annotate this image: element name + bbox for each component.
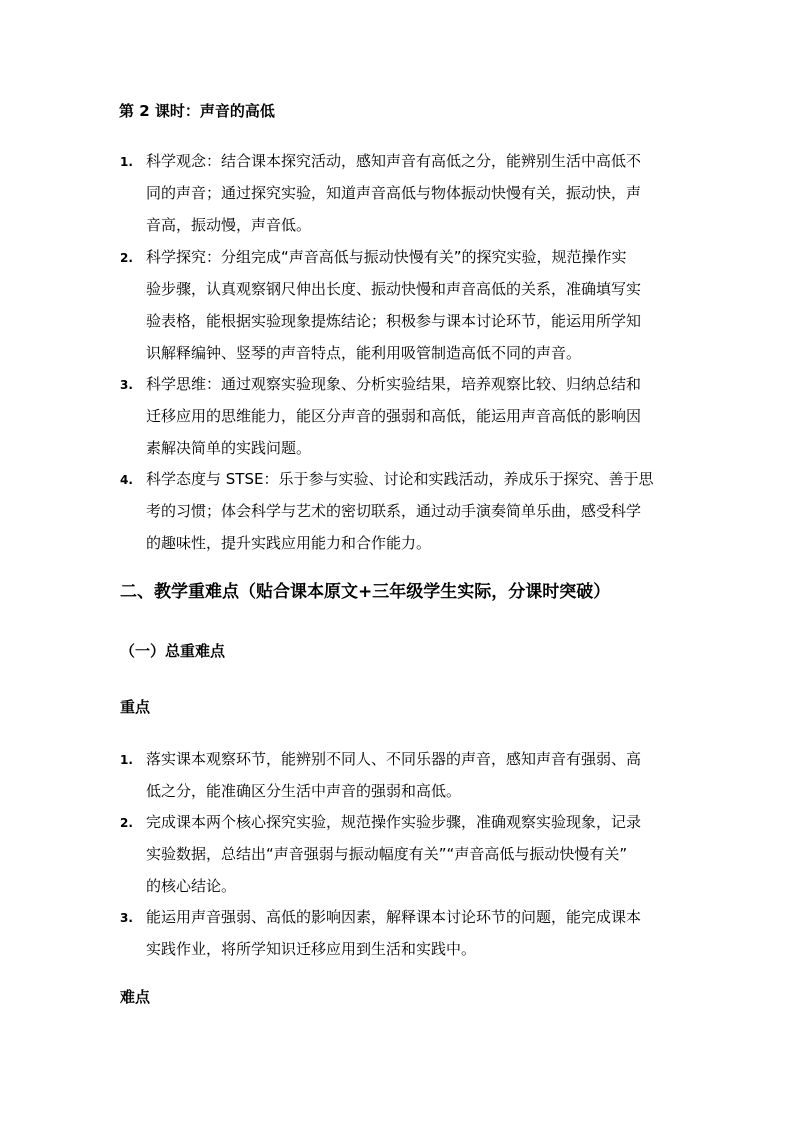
objective-line: 的趣味性，提升实践应用能力和合作能力。 (146, 534, 432, 552)
objective-line: 科学观念：结合课本探究活动，感知声音有高低之分，能辨别生活中高低不 (146, 152, 642, 170)
list-number: 1. (120, 753, 133, 767)
objective-line: 识解释编钟、竖琴的声音特点，能利用吸管制造高低不同的声音。 (146, 344, 582, 362)
objective-line: 迁移应用的思维能力，能区分声音的强弱和高低，能运用声音高低的影响因 (146, 407, 642, 425)
key-point-line: 低之分，能准确区分生活中声音的强弱和高低。 (146, 782, 462, 800)
key-point-line: 实验数据，总结出“声音强弱与振动幅度有关”“声音高低与振动快慢有关” (146, 845, 628, 863)
list-number: 2. (120, 816, 133, 830)
list-number: 3. (120, 911, 133, 925)
list-number: 1. (120, 155, 133, 169)
key-points-label: 重点 (120, 698, 151, 716)
subsection-heading: （一）总重难点 (120, 642, 226, 660)
objective-line: 同的声音；通过探究实验，知道声音高低与物体振动快慢有关，振动快，声 (146, 184, 642, 202)
objective-line: 考的习惯；体会科学与艺术的密切联系，通过动手演奏简单乐曲，感受科学 (146, 502, 642, 520)
objective-line: 验步骤，认真观察钢尺伸出长度、振动快慢和声音高低的关系，准确填写实 (146, 280, 642, 298)
key-point-line: 的核心结论。 (146, 877, 237, 895)
list-number: 4. (120, 473, 133, 487)
objective-line: 验表格，能根据实验现象提炼结论；积极参与课本讨论环节，能运用所学知 (146, 312, 642, 330)
difficult-points-label: 难点 (120, 988, 151, 1006)
objective-line: 科学态度与 STSE：乐于参与实验、讨论和实践活动，养成乐于探究、善于思 (146, 470, 654, 488)
section-heading: 二、教学重难点（贴合课本原文+三年级学生实际，分课时突破） (120, 582, 611, 602)
key-point-line: 落实课本观察环节，能辨别不同人、不同乐器的声音，感知声音有强弱、高 (146, 750, 642, 768)
key-point-line: 实践作业，将所学知识迁移应用到生活和实践中。 (146, 940, 477, 958)
key-point-line: 完成课本两个核心探究实验，规范操作实验步骤，准确观察实验现象，记录 (146, 813, 642, 831)
objective-line: 科学思维：通过观察实验现象、分析实验结果，培养观察比较、归纳总结和 (146, 375, 642, 393)
list-number: 2. (120, 251, 133, 265)
list-number: 3. (120, 378, 133, 392)
objective-line: 音高，振动慢，声音低。 (146, 216, 312, 234)
key-point-line: 能运用声音强弱、高低的影响因素，解释课本讨论环节的问题，能完成课本 (146, 908, 642, 926)
lesson-title: 第 2 课时：声音的高低 (119, 102, 275, 120)
objective-line: 科学探究：分组完成“声音高低与振动快慢有关”的探究实验，规范操作实 (146, 248, 627, 266)
objective-line: 素解决简单的实践问题。 (146, 439, 312, 457)
